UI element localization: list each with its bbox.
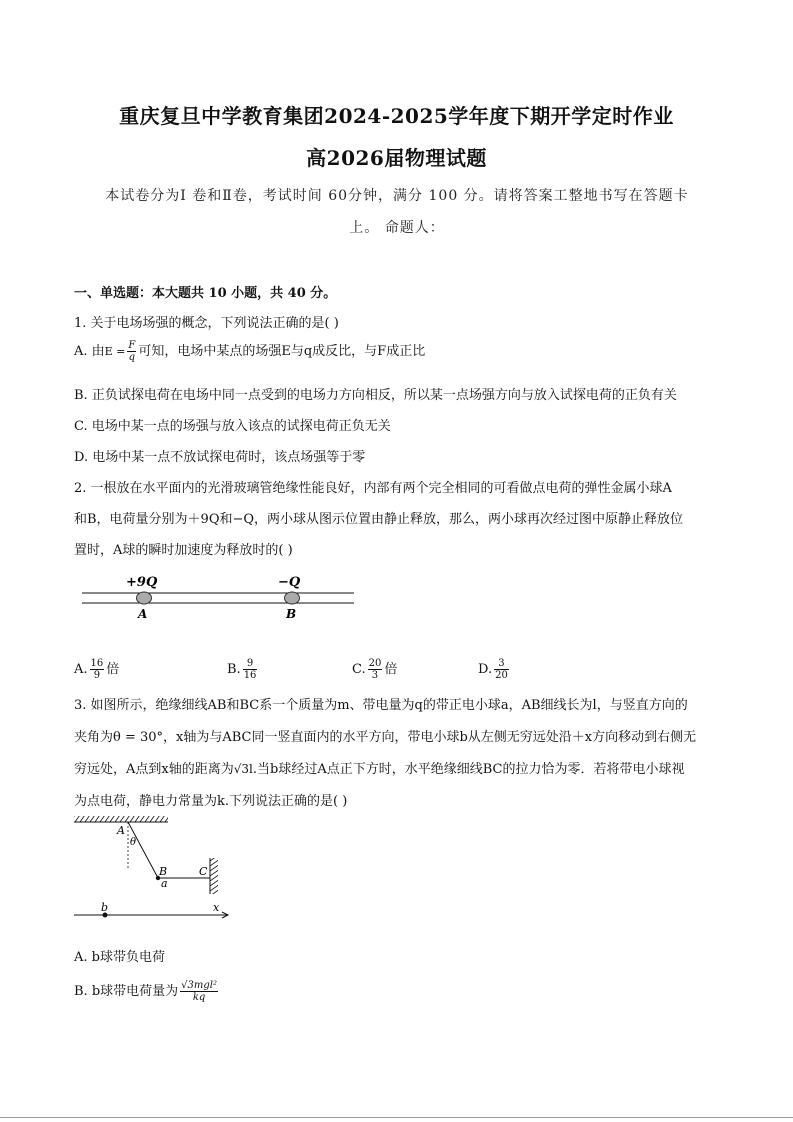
q1-a-suffix: 可知，电场中某点的场强E与q成反比，与F成正比 bbox=[138, 344, 426, 359]
q2-d-den: 20 bbox=[495, 670, 508, 681]
q1-a-eq: E = bbox=[104, 345, 126, 358]
q3-stem-line-2: 夹角为θ = 30°，x轴为与ABC同一竖直面内的水平方向，带电小球b从左侧无穷远处沿＋x方向移动到右侧无 bbox=[74, 730, 697, 745]
wall-hatch bbox=[210, 858, 218, 894]
q3-b-den: kq bbox=[192, 992, 206, 1003]
label-a: a bbox=[161, 877, 168, 890]
q3-b-prefix: B. b球带电荷量为 bbox=[74, 984, 179, 999]
q3-b-fraction bbox=[180, 980, 218, 1003]
q3-stem-line-4: 为点电荷，静电力常量为k.下列说法正确的是( ) bbox=[74, 794, 348, 809]
q2-c-num: 20 bbox=[368, 658, 382, 669]
q1-option-b: B. 正负试探电荷在电场中同一点受到的电场力方向相反，所以某一点场强方向与放入试探电荷的正负有关 bbox=[74, 388, 677, 403]
instructions-line-2: 上。 命题人： bbox=[349, 220, 445, 236]
label-b: b bbox=[101, 901, 109, 914]
q3-line3-suffix: .当b球经过A点正下方时，水平绝缘细线BC的拉力恰为零．若将带电小球视 bbox=[252, 762, 685, 777]
q2-a-suffix: 倍 bbox=[106, 662, 120, 677]
q1-a-frac-den: q bbox=[128, 352, 136, 363]
q2-option-c bbox=[352, 658, 397, 681]
q2-b-den: 16 bbox=[243, 670, 257, 681]
q3-line3-prefix: 穷远处，A点到x轴的距离为 bbox=[74, 762, 234, 777]
q3-stem-line-1: 3. 如图所示，绝缘细线AB和BC系一个质量为m、带电量为q的带正电小球a，AB细线长为l，与竖直方向的 bbox=[74, 698, 688, 713]
label-theta: θ bbox=[130, 837, 137, 848]
exam-instructions bbox=[72, 180, 722, 244]
label-C: C bbox=[199, 865, 208, 878]
q1-a-frac-num: F bbox=[128, 340, 136, 351]
label-B: B bbox=[159, 865, 168, 878]
q2-c-suffix: 倍 bbox=[384, 662, 398, 677]
q1-option-c: C. 电场中某一点的场强与放入该点的试探电荷正负无关 bbox=[74, 419, 391, 434]
q2-c-fraction bbox=[368, 658, 383, 681]
q2-option-b bbox=[227, 658, 259, 681]
q1-a-prefix: A. 由 bbox=[74, 344, 105, 359]
q2-c-letter: C. bbox=[352, 662, 366, 677]
ball-b bbox=[285, 592, 300, 604]
q2-b-fraction bbox=[243, 658, 258, 681]
thread-ab bbox=[128, 822, 158, 878]
exam-subtitle: 高2026届物理试题 bbox=[306, 146, 487, 170]
ball-a-label: A bbox=[138, 607, 148, 621]
q2-a-fraction bbox=[90, 658, 105, 681]
charge-b-label: −Q bbox=[278, 575, 301, 590]
section-heading: 一、单选题：本大题共 10 小题，共 40 分。 bbox=[74, 286, 337, 301]
q1-option-d: D. 电场中某一点不放试探电荷时，该点场强等于零 bbox=[74, 450, 366, 465]
q2-d-fraction bbox=[494, 658, 509, 681]
q2-a-num: 16 bbox=[90, 658, 104, 669]
q3-option-a: A. b球带负电荷 bbox=[74, 950, 165, 965]
q3-option-b bbox=[74, 980, 220, 1003]
ball-a bbox=[137, 592, 152, 604]
q2-b-letter: B. bbox=[227, 662, 241, 677]
q2-option-a bbox=[74, 658, 119, 681]
q2-stem-line-2: 和B，电荷量分别为＋9Q和−Q，两小球从图示位置由静止释放，那么，两小球再次经过图中原静止释放位 bbox=[74, 512, 684, 527]
q2-figure bbox=[74, 570, 364, 626]
ball-b-label: B bbox=[286, 607, 297, 621]
label-x: x bbox=[213, 901, 220, 914]
q3-line3-sqrt: √3l bbox=[233, 762, 253, 776]
q3-stem-line-3 bbox=[74, 758, 684, 777]
q1-option-a bbox=[74, 340, 425, 363]
q3-b-num: √3mgl² bbox=[181, 980, 217, 991]
q2-stem-line-3: 置时，A球的瞬时加速度为释放时的( ) bbox=[74, 543, 293, 558]
q1-stem: 1. 关于电场场强的概念，下列说法正确的是( ) bbox=[74, 316, 339, 331]
q2-b-num: 9 bbox=[243, 658, 258, 670]
charge-a-label: +9Q bbox=[126, 575, 158, 590]
q1-a-fraction bbox=[127, 340, 136, 363]
q2-c-den: 3 bbox=[371, 670, 379, 681]
label-A: A bbox=[117, 824, 125, 837]
q2-stem-line-1: 2. 一根放在水平面内的光滑玻璃管绝缘性能良好，内部有两个完全相同的可看做点电荷的弹性金属小球A bbox=[74, 481, 672, 496]
q3-figure bbox=[70, 812, 240, 922]
q2-d-letter: D. bbox=[478, 662, 493, 677]
q2-a-den: 9 bbox=[93, 670, 101, 681]
q2-d-num: 3 bbox=[494, 658, 509, 670]
ceiling-hatch bbox=[74, 816, 168, 822]
q2-a-letter: A. bbox=[74, 662, 88, 677]
exam-title: 重庆复旦中学教育集团2024-2025学年度下期开学定时作业 bbox=[119, 104, 674, 128]
page-bottom-rule bbox=[0, 1117, 793, 1118]
instructions-line-1: 本试卷分为Ⅰ 卷和Ⅱ卷，考试时间 60分钟，满分 100 分。请将答案工整地书写在答题卡 bbox=[105, 188, 689, 204]
q2-option-d bbox=[478, 658, 511, 681]
